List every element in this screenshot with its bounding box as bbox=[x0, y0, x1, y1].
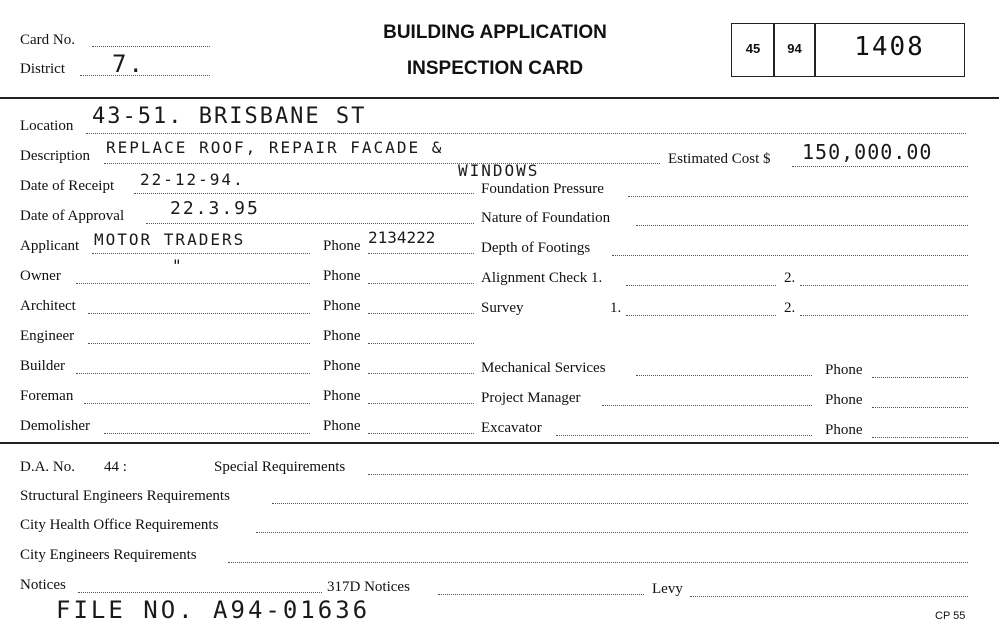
card-number: 1408 bbox=[854, 32, 925, 62]
architect-phone-field[interactable] bbox=[368, 313, 474, 314]
mechanical-phone-field[interactable] bbox=[872, 377, 968, 378]
health-requirements-field[interactable] bbox=[256, 532, 968, 533]
mechanical-services-label: Mechanical Services bbox=[481, 360, 606, 376]
mechanical-services-field[interactable] bbox=[636, 375, 812, 376]
date-approval-value: 22.3.95 bbox=[170, 198, 260, 219]
applicant-phone-label: Phone bbox=[323, 238, 361, 254]
survey-2-label: 2. bbox=[784, 300, 796, 316]
levy-field[interactable] bbox=[690, 596, 968, 597]
date-receipt-field[interactable] bbox=[134, 193, 474, 194]
header-divider bbox=[0, 97, 999, 99]
depth-footings-label: Depth of Footings bbox=[481, 240, 591, 256]
architect-field[interactable] bbox=[88, 313, 310, 314]
engineer-phone-label: Phone bbox=[323, 328, 361, 344]
levy-label: Levy bbox=[652, 581, 683, 597]
demolisher-phone-label: Phone bbox=[323, 418, 361, 434]
applicant-phone-value: 2134222 bbox=[368, 228, 436, 247]
notices-field[interactable] bbox=[78, 592, 322, 593]
district-label: District bbox=[20, 61, 65, 77]
special-requirements-label: Special Requirements bbox=[214, 459, 346, 475]
applicant-value: MOTOR TRADERS bbox=[94, 230, 246, 249]
owner-label: Owner bbox=[20, 268, 61, 284]
excavator-phone-field[interactable] bbox=[872, 437, 968, 438]
description-field[interactable] bbox=[104, 163, 660, 164]
foundation-pressure-field[interactable] bbox=[628, 196, 968, 197]
date-approval-field[interactable] bbox=[146, 223, 474, 224]
project-manager-label: Project Manager bbox=[481, 390, 581, 406]
engineer-field[interactable] bbox=[88, 343, 310, 344]
date-approval-label: Date of Approval bbox=[20, 208, 125, 224]
project-manager-phone-label: Phone bbox=[825, 392, 863, 408]
estimated-cost-field[interactable] bbox=[792, 166, 968, 167]
district-field[interactable] bbox=[80, 75, 210, 76]
engineer-label: Engineer bbox=[20, 328, 75, 344]
location-field[interactable] bbox=[86, 133, 966, 134]
owner-phone-field[interactable] bbox=[368, 283, 474, 284]
demolisher-phone-field[interactable] bbox=[368, 433, 474, 434]
date-receipt-label: Date of Receipt bbox=[20, 178, 115, 194]
foreman-field[interactable] bbox=[84, 403, 310, 404]
form-title-line1: BUILDING APPLICATION bbox=[383, 22, 607, 43]
demolisher-label: Demolisher bbox=[20, 418, 90, 434]
nature-foundation-field[interactable] bbox=[636, 225, 968, 226]
foreman-label: Foreman bbox=[20, 388, 74, 404]
notices-label: Notices bbox=[20, 577, 66, 593]
ref-code-b: 94 bbox=[787, 41, 802, 56]
alignment-check-2-label: 2. bbox=[784, 270, 796, 286]
owner-value: " bbox=[172, 256, 184, 275]
estimated-cost-label: Estimated Cost $ bbox=[668, 151, 771, 167]
excavator-phone-label: Phone bbox=[825, 422, 863, 438]
survey-label: Survey bbox=[481, 300, 524, 316]
ref-code-a: 45 bbox=[745, 41, 761, 56]
nature-foundation-label: Nature of Foundation bbox=[481, 210, 611, 226]
engineer-phone-field[interactable] bbox=[368, 343, 474, 344]
foreman-phone-field[interactable] bbox=[368, 403, 474, 404]
owner-phone-label: Phone bbox=[323, 268, 361, 284]
section-divider bbox=[0, 442, 999, 444]
excavator-label: Excavator bbox=[481, 420, 542, 436]
builder-phone-label: Phone bbox=[323, 358, 361, 374]
project-manager-phone-field[interactable] bbox=[872, 407, 968, 408]
alignment-check-label: Alignment Check 1. bbox=[481, 270, 603, 286]
structural-requirements-field[interactable] bbox=[272, 503, 968, 504]
mechanical-phone-label: Phone bbox=[825, 362, 863, 378]
structural-requirements-label: Structural Engineers Requirements bbox=[20, 488, 230, 504]
architect-phone-label: Phone bbox=[323, 298, 361, 314]
form-code: CP 55 bbox=[935, 610, 966, 622]
builder-label: Builder bbox=[20, 358, 65, 374]
card-no-field[interactable] bbox=[92, 46, 210, 47]
city-engineers-label: City Engineers Requirements bbox=[20, 547, 197, 563]
builder-phone-field[interactable] bbox=[368, 373, 474, 374]
da-no-label: D.A. No. bbox=[20, 459, 75, 475]
notices-317d-label: 317D Notices bbox=[327, 579, 410, 595]
applicant-label: Applicant bbox=[20, 238, 80, 254]
applicant-phone-field[interactable] bbox=[368, 253, 474, 254]
owner-field[interactable] bbox=[76, 283, 310, 284]
demolisher-field[interactable] bbox=[104, 433, 310, 434]
estimated-cost-value: 150,000.00 bbox=[802, 140, 933, 164]
description-label: Description bbox=[20, 148, 90, 164]
survey-2-field[interactable] bbox=[800, 315, 968, 316]
da-no-value: 44 : bbox=[104, 459, 127, 475]
date-receipt-value: 22-12-94. bbox=[140, 170, 245, 189]
location-label: Location bbox=[20, 118, 74, 134]
description-value: REPLACE ROOF, REPAIR FACADE & bbox=[106, 138, 444, 157]
notices-317d-field[interactable] bbox=[438, 594, 644, 595]
alignment-check-1-field[interactable] bbox=[626, 285, 776, 286]
district-value: 7. bbox=[112, 50, 145, 78]
city-engineers-field[interactable] bbox=[228, 562, 968, 563]
survey-1-label: 1. bbox=[610, 300, 622, 316]
foreman-phone-label: Phone bbox=[323, 388, 361, 404]
card-no-label: Card No. bbox=[20, 32, 75, 48]
form-title-line2: INSPECTION CARD bbox=[406, 58, 584, 79]
alignment-check-2-field[interactable] bbox=[800, 285, 968, 286]
description-value-cont: WINDOWS bbox=[458, 161, 540, 180]
builder-field[interactable] bbox=[76, 373, 310, 374]
special-requirements-field[interactable] bbox=[368, 474, 968, 475]
project-manager-field[interactable] bbox=[602, 405, 812, 406]
file-number: FILE NO. A94-01636 bbox=[56, 596, 371, 624]
applicant-field[interactable] bbox=[92, 253, 310, 254]
depth-footings-field[interactable] bbox=[612, 255, 968, 256]
architect-label: Architect bbox=[20, 298, 76, 314]
foundation-pressure-label: Foundation Pressure bbox=[481, 181, 604, 197]
health-requirements-label: City Health Office Requirements bbox=[20, 517, 219, 533]
excavator-field[interactable] bbox=[556, 435, 812, 436]
survey-1-field[interactable] bbox=[626, 315, 776, 316]
location-value: 43-51. BRISBANE ST bbox=[92, 104, 367, 129]
